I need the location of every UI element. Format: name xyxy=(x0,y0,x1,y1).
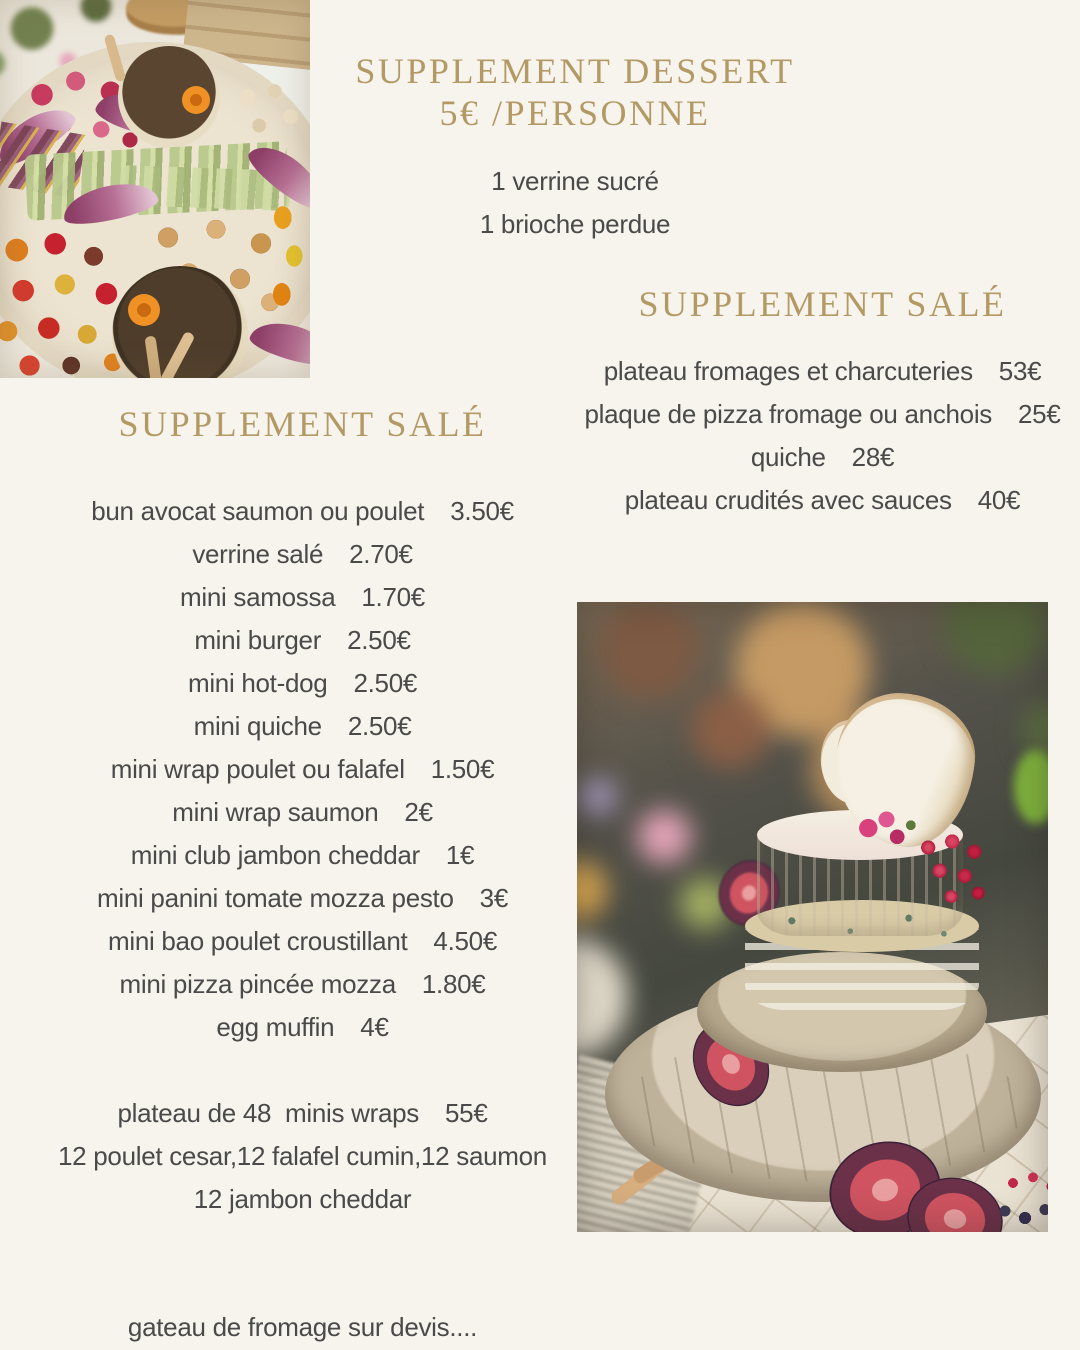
menu-item-label: plateau crudités avec sauces xyxy=(624,485,952,515)
menu-item-price: 2.50€ xyxy=(347,711,412,741)
menu-item xyxy=(30,533,575,576)
menu-item-price: 55€ xyxy=(445,1098,488,1128)
photo-vignette xyxy=(577,602,1048,1232)
menu-item-label: 1 verrine sucré xyxy=(491,166,659,196)
menu-item-label: mini wrap saumon xyxy=(172,797,379,827)
menu-item xyxy=(30,490,575,533)
menu-item xyxy=(565,479,1080,522)
menu-item xyxy=(320,160,830,203)
menu-item-label: mini panini tomate mozza pesto xyxy=(97,883,454,913)
crudite-platter-photo xyxy=(0,0,310,378)
menu-item-label: mini pizza pincée mozza xyxy=(119,969,396,999)
dessert-section xyxy=(320,50,830,246)
menu-item xyxy=(30,791,575,834)
sale-right-section xyxy=(565,283,1080,522)
menu-item xyxy=(320,203,830,246)
menu-item-price: 1.70€ xyxy=(361,582,425,612)
menu-item-label: mini bao poulet croustillant xyxy=(107,926,408,956)
sale-left-section xyxy=(30,403,575,1221)
menu-item xyxy=(30,1178,575,1221)
footer-note xyxy=(30,1306,575,1349)
menu-item xyxy=(30,1006,575,1049)
menu-item xyxy=(30,705,575,748)
menu-item-price: 4€ xyxy=(360,1012,389,1042)
menu-item-label: mini samossa xyxy=(180,582,336,612)
menu-item-price: 3.50€ xyxy=(450,496,514,526)
menu-item xyxy=(30,920,575,963)
menu-item-label: plateau fromages et charcuteries xyxy=(603,356,973,386)
menu-item xyxy=(30,619,575,662)
menu-item xyxy=(30,748,575,791)
menu-item-label: mini club jambon cheddar xyxy=(130,840,420,870)
menu-item-label: verrine salé xyxy=(192,539,324,569)
menu-item-label: quiche xyxy=(750,442,826,472)
menu-item xyxy=(30,834,575,877)
menu-item-label: bun avocat saumon ou poulet xyxy=(91,496,425,526)
menu-item-price: 2.50€ xyxy=(347,625,411,655)
photo-vignette xyxy=(0,0,310,378)
menu-item-label: egg muffin xyxy=(216,1012,335,1042)
menu-item-label: plateau de 48 minis wraps xyxy=(117,1098,419,1128)
menu-item-label: mini wrap poulet ou falafel xyxy=(110,754,405,784)
menu-item xyxy=(30,963,575,1006)
menu-item-label: 1 brioche perdue xyxy=(479,209,671,239)
menu-item-price: 28€ xyxy=(851,442,895,472)
dessert-title-line1: SUPPLEMENT DESSERT xyxy=(355,51,795,91)
menu-item-price: 1€ xyxy=(445,840,475,870)
sale-left-items xyxy=(30,490,575,1049)
dessert-title-line2: 5€ /PERSONNE xyxy=(439,93,711,133)
sale-left-platter-items xyxy=(30,1092,575,1221)
menu-item-label: 12 jambon cheddar xyxy=(193,1184,412,1214)
menu-item-label: 12 poulet cesar,12 falafel cumin,12 saumon xyxy=(58,1141,547,1171)
menu-item xyxy=(565,350,1080,393)
menu-item-label: plaque de pizza fromage ou anchois xyxy=(584,399,993,429)
menu-item xyxy=(30,1092,575,1135)
menu-item-price: 53€ xyxy=(998,356,1042,386)
dessert-items xyxy=(320,160,830,246)
menu-item-price: 2.70€ xyxy=(349,539,413,569)
sale-left-title: SUPPLEMENT SALÉ xyxy=(118,404,487,444)
menu-item xyxy=(30,662,575,705)
menu-item xyxy=(565,436,1080,479)
menu-item-price: 40€ xyxy=(977,485,1021,515)
menu-item-price: 2€ xyxy=(404,797,433,827)
sale-right-items xyxy=(565,350,1080,522)
menu-item xyxy=(565,393,1080,436)
cheese-cake-photo xyxy=(577,602,1048,1232)
menu-item-price: 25€ xyxy=(1018,399,1061,429)
menu-item xyxy=(30,877,575,920)
menu-item xyxy=(30,1135,575,1178)
menu-item-label: mini quiche xyxy=(193,711,322,741)
menu-item-price: 1.80€ xyxy=(421,969,486,999)
menu-item-price: 1.50€ xyxy=(430,754,495,784)
menu-item-label: mini burger xyxy=(194,625,322,655)
menu-item-price: 3€ xyxy=(479,883,508,913)
sale-right-title: SUPPLEMENT SALÉ xyxy=(638,284,1007,324)
menu-item-label: mini hot-dog xyxy=(187,668,328,698)
menu-item-price: 2.50€ xyxy=(353,668,418,698)
menu-item-price: 4.50€ xyxy=(433,926,497,956)
footer-note-text: gateau de fromage sur devis.... xyxy=(127,1312,478,1342)
menu-item xyxy=(30,576,575,619)
